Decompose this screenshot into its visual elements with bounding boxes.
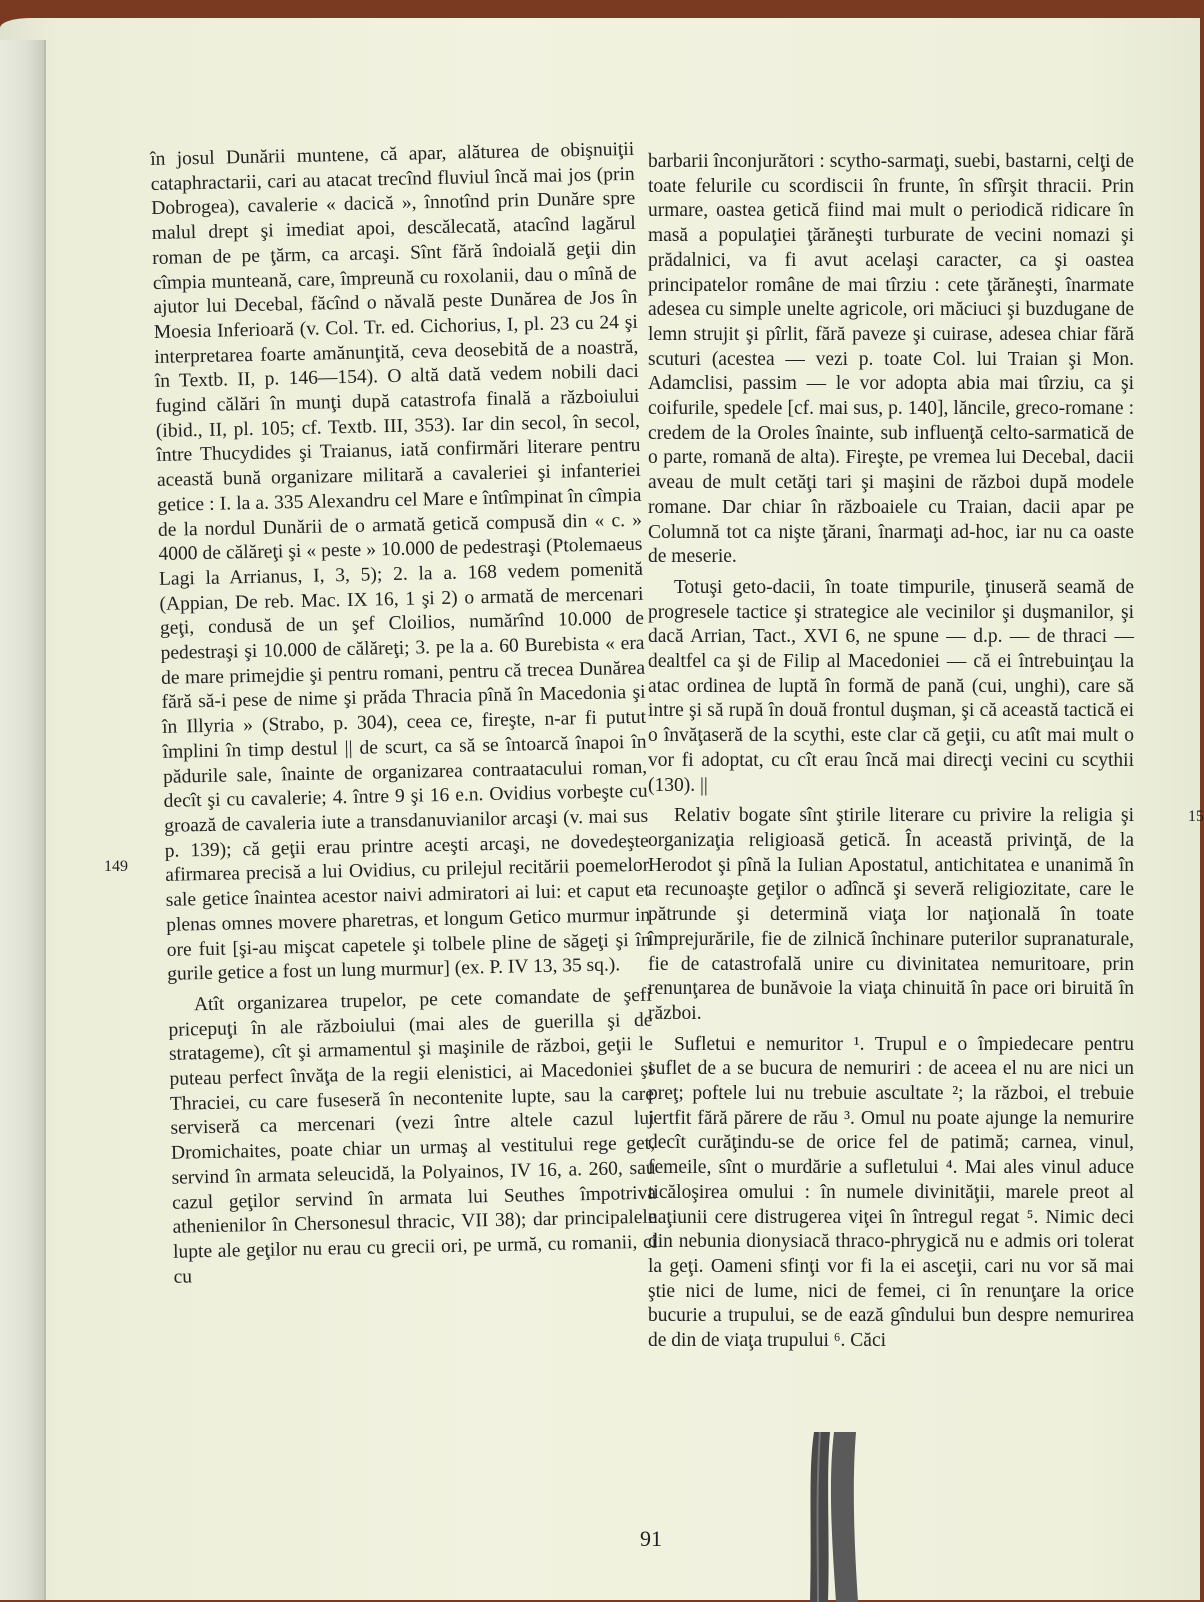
right-paragraph-4: Sufletui e nemuritor ¹. Trupul e o împiedecare pentru suflet de a se bucura de nemuriri : de aceea el nu are nici un preţ; poftele lui nu trebuie ascultate ²; la război, el trebuie jertfit fără părere de rău ³. Omul nu poate ajunge la nemurire decît curăţindu-se de orice fel de patimă; carnea, vinul, femeile, sînt o murdărie a sufletului ⁴. Mai ales vinul aduce ticăloşirea omului : în numele divinităţii, marele preot al naţiunii cere distrugerea viţei în întregul regat ⁵. Nimic deci din nebunia dionysiacă thraco-phrygică nu e admis ori tolerat la geţi. Oameni sfinţi vor fi la ei asceţii, cari nu vor să mai ştie nici de lume, nici de femei, ci în renunţare la orice bucurie a trupului, se de ează gîndului bun despre nemurirea de din de viaţa trupului ⁶. Căci <box>648 1033 1134 1352</box>
right-paragraph-1: barbarii înconjurători : scytho-sarmaţi, suebi, bastarni, celţi de toate felurile cu scordiscii în frunte, în sfîrşit thracii. Prin urmare, oastea getică fiind mai mult o periodică ridicare în masă a populaţiei ţărăneşti turburate de vecini nomazi şi prădalnici, va fi avut acelaşi caracter, ca şi oastea principatelor române de mai tîrziu : cete ţărăneşti, înarmate adesea cu simple unelte agricole, ori măciuci şi buzdugane de lemn strujit şi pîrlit, fără paveze şi cuirase, adesea chiar fără scuturi (acestea — vezi p. toate Col. lui Traian şi Mon. Adamclisi, passim — le vor adopta abia mai tîrziu, ca şi coifurile, spedele [cf. mai sus, p. 140], lăncile, greco-romane : credem de la Oroles înainte, sub influenţă celto-sarmatică de o parte, romană de alta). Fireşte, pe vremea lui Decebal, dacii aveau de mult cetăţi tari şi maşini de război după modele romane. Dar chiar în războaiele cu Traian, dacii apar pe Columnă tot ca nişte ţărani, înarmaţi ad-hoc, iar nu ca oaste de meserie. <box>648 151 1134 568</box>
right-paragraph-2: Totuşi geto-dacii, în toate timpurile, ţinuseră seamă de progresele tactice şi strategice ale vecinilor şi duşmanilor, şi dacă Arrian, Tact., XVI 6, ne spune — d.p. — de thraci — dealtfel ca şi de Filip al Macedoniei — că ei întrebuinţau la atac ordinea de luptă în formă de pană (cui, unghi), care să intre şi să rupă în două frontul duşman, şi că această tactică ei o învăţaseră de la scythi, este clar că geţii, cu atît mai mult o vor fi adoptat, cu cît erau încă mai direcţi vecini cu scythii (130). || <box>648 576 1134 796</box>
left-text-column <box>150 138 658 1290</box>
right-text-column <box>648 150 1134 1354</box>
right-paragraph-3: Relativ bogate sînt ştirile literare cu privire la religia şi organizaţia religioasă getică. În această privinţă, de la Herodot şi pînă la Iulian Apostatul, antichitatea e unanimă în a recunoaşte geţilor o adîncă şi severă religiozitate, care le pătrunde şi determină viaţa lor naţională în toate împrejurările, fie de zilnică închinare puterilor supranaturale, fie de catastrofală unire cu divinitatea nemuritoare, prin renunţarea de bunăvoie la viaţa chinuită în pace ori biruită în război. <box>648 805 1134 1024</box>
previous-page-edge <box>0 40 46 1600</box>
left-paragraph-2: Atît organizarea trupelor, pe cete comandate de şefi pricepuţi în ale războiului (mai ales de guerilla şi de stratageme), cît şi armamentul şi maşinile de război, geţii le puteau perfect învăţa de la regii elenistici, ai Macedoniei şi Thraciei, cu care fuseseră în necontenite lupte, sau la care serviseră ca mercenari (vezi între altele cazul lui Dromichaites, poate chiar un urmaş al vestitului rege get, servind în armata seleucidă, la Polyainos, IV 16, a. 260, sau cazul geţilor servind în armata lui Seuthes împotriva athenienilor în Chersonesul thracic, VII 38); dar principalele lupte ale geţilor nu erau cu grecii ori, pe urmă, cu romanii, ci cu <box>168 984 658 1288</box>
left-margin-number: 149 <box>104 858 128 875</box>
left-paragraph-1: în josul Dunării muntene, că apar, alăturea de obişnuiţii cataphractarii, cari au atacat trecînd fluviul încă mai jos (prin Dobrogea), cavalerie « dacică », înnotînd prin Dunăre spre malul drept şi imediat apoi, descălecată, atacînd lagărul roman de pe ţărm, ca arcaşi. Sînt fără îndoială geţii din cîmpia munteană, care, împreună cu roxolanii, dau o mînă de ajutor lui Decebal, făcînd o năvală peste Dunărea de Jos în Moesia Inferioară (v. Col. Tr. ed. Cichorius, I, pl. 23 cu 24 şi interpretarea foarte amănunţită, ceva deosebită de a noastră, în Textb. II, p. 146—154). O altă dată vedem nobili daci fugind călări în munţi după catastrofa finală a războiului (ibid., II, pl. 105; cf. Textb. III, 353). Iar din secol, în secol, între Thucydides şi Traianus, iată confirmări literare pentru această bună organizare militară a cavaleriei şi infanteriei getice : I. la a. 335 Alexandru cel Mare e întîmpinat în cîmpia de la nordul Dunării de o armată getică compusă din « c. » 4000 de călăreţi şi « peste » 10.000 de pedestraşi (Ptolemaeus Lagi la Arrianus, I, 3, 5); 2. la a. 168 vedem pomenită (Appian, De reb. Mac. IX 16, 1 şi 2) o armată de mercenari geţi, condusă de un şef Cloilios, numărînd 10.000 de pedestraşi şi 10.000 de călăreţi; 3. pe la a. 60 Burebista « era de mare primejdie şi pentru romani, pentru că trecea Dunărea fără să-i pese de nime şi prăda Thracia pînă în Macedonia şi în Illyria » (Strabo, p. 304), ceea ce, fireşte, n-ar fi putut împlini în timp destul || de scurt, ca să se întoarcă înapoi în pădurile sale, înainte de organizarea contraatacului roman, decît şi cu cavalerie; 4. între 9 şi 16 e.n. Ovidius vorbeşte cu groază de cavaleria iute a transdanuvianilor arcaşi (v. mai sus p. 139); că geţii erau printre aceşti arcaşi, ne dovedeşte afirmarea precisă a lui Ovidius, cu prilejul recitării poemelor sale getice înaintea acestor naivi admiratori ai lui: et caput et plenas omnes movere pharetras, et longum Getico murmur in ore fuit [şi-au mişcat capetele şi tolbele pline de săgeţi şi în gurile getice a fost un lung murmur] (ex. P. IV 13, 35 sq.). <box>150 138 651 986</box>
bookmark-ribbon <box>806 1432 864 1602</box>
right-margin-number: 15 <box>1188 808 1204 825</box>
page-number: 91 <box>640 1526 662 1551</box>
